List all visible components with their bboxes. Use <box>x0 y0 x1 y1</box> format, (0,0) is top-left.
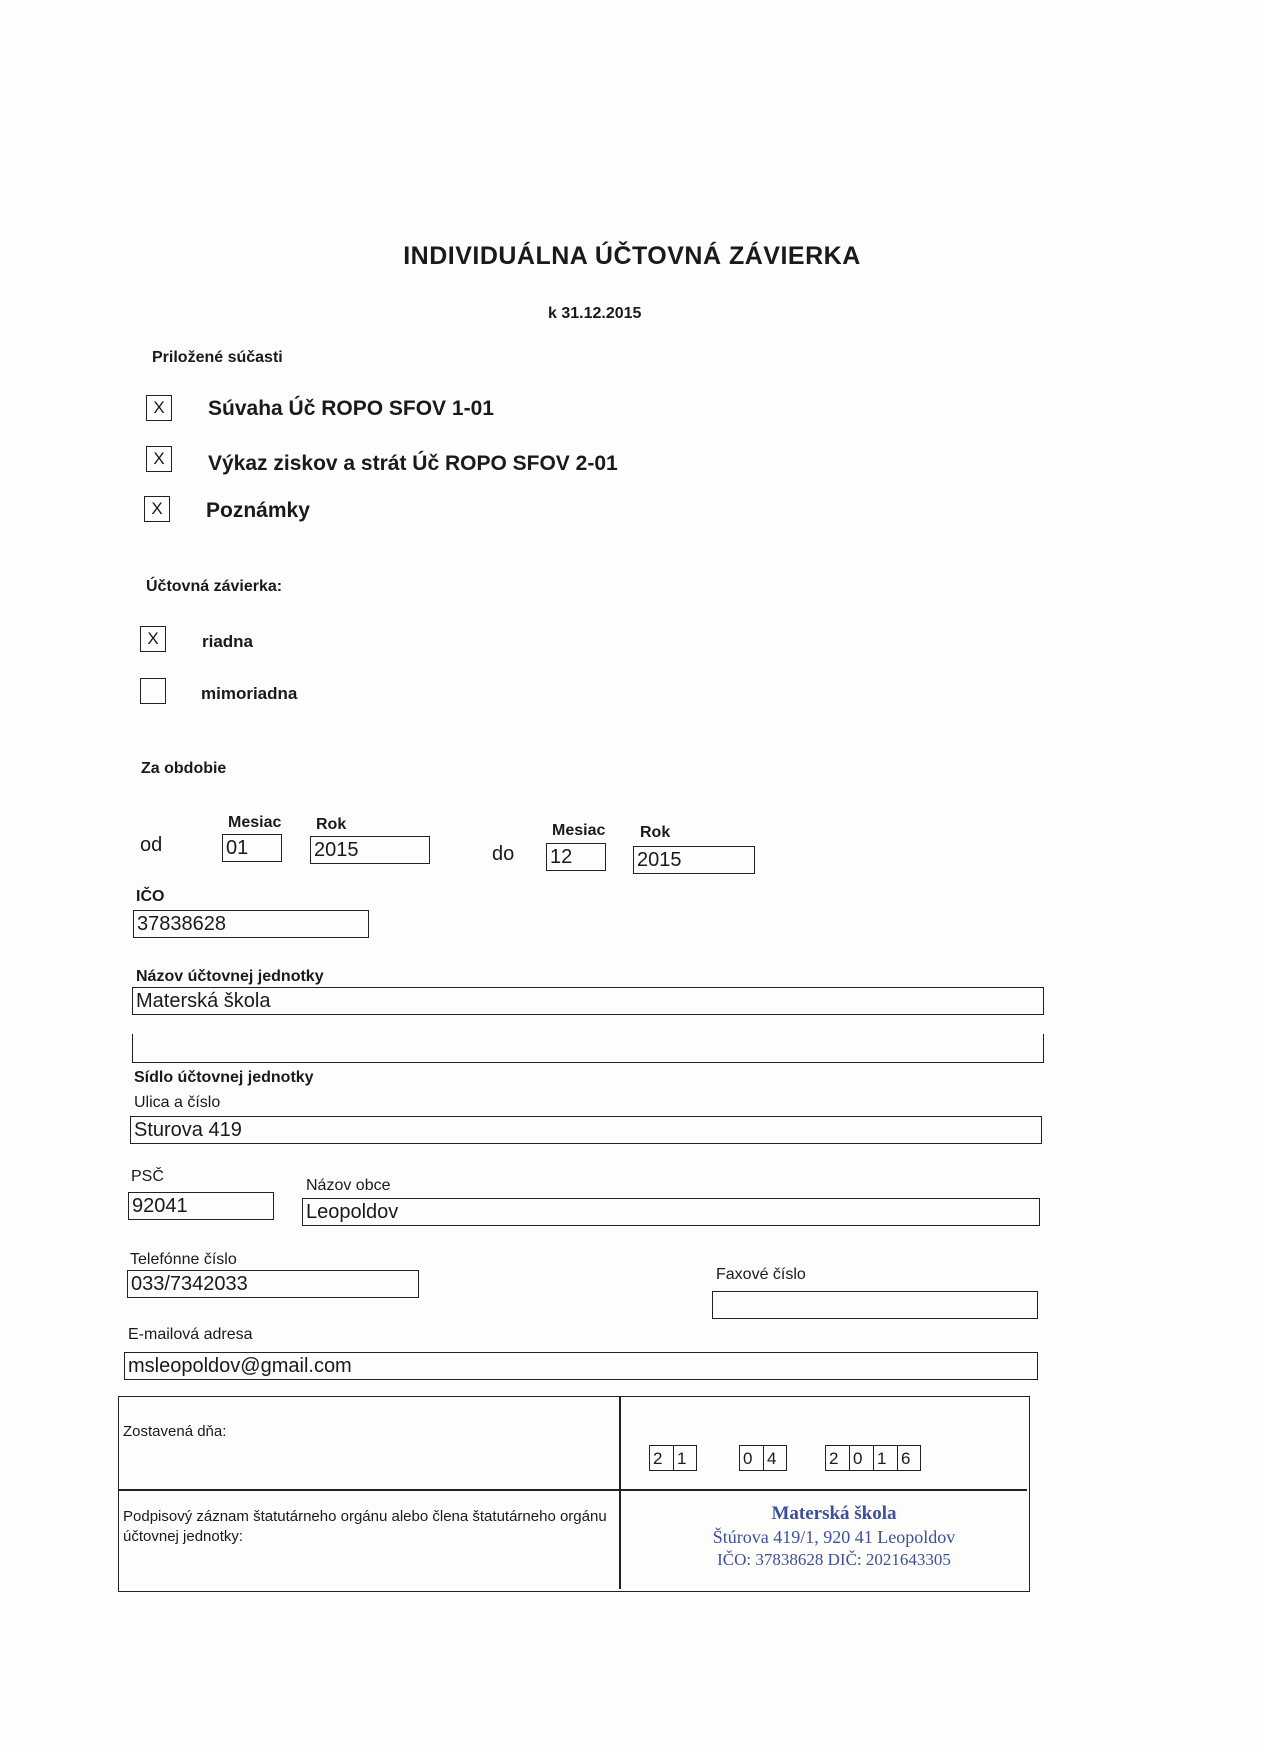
from-month-label: Mesiac <box>228 814 282 831</box>
month-digit: 0 <box>739 1445 763 1471</box>
stamp-line-name: Materská škola <box>771 1503 897 1524</box>
fax-field[interactable] <box>712 1291 1038 1319</box>
table-horizontal-divider <box>119 1489 1027 1491</box>
closing-checkbox-regular[interactable]: X <box>140 626 166 652</box>
to-year-label: Rok <box>640 824 671 841</box>
organization-stamp <box>649 1503 1019 1570</box>
fax-label: Faxové číslo <box>716 1266 806 1283</box>
closing-label-extraordinary: mimoriadna <box>201 684 298 703</box>
compiled-day-field[interactable] <box>649 1445 697 1471</box>
signature-table <box>118 1396 1030 1592</box>
to-year-field[interactable]: 2015 <box>633 846 755 874</box>
ico-label: IČO <box>136 888 165 905</box>
name-field-line1[interactable]: Materská škola <box>132 987 1044 1015</box>
closing-heading: Účtovná závierka: <box>146 578 283 595</box>
document-title: INDIVIDUÁLNA ÚČTOVNÁ ZÁVIERKA <box>403 242 861 270</box>
year-digit: 0 <box>849 1445 873 1471</box>
compiled-month-field[interactable] <box>739 1445 787 1471</box>
from-year-label: Rok <box>316 816 347 833</box>
year-digit: 6 <box>897 1445 921 1471</box>
day-digit: 2 <box>649 1445 673 1471</box>
street-field[interactable]: Sturova 419 <box>130 1116 1042 1144</box>
attachment-label-notes: Poznámky <box>206 499 310 522</box>
day-digit: 1 <box>673 1445 697 1471</box>
attachment-label-balance: Súvaha Úč ROPO SFOV 1-01 <box>208 397 494 420</box>
stamp-line-ids: IČO: 37838628 DIČ: 2021643305 <box>717 1550 951 1569</box>
compiled-year-field[interactable] <box>825 1445 921 1471</box>
phone-label: Telefónne číslo <box>130 1251 237 1268</box>
attachment-checkbox-income[interactable]: X <box>146 446 172 472</box>
closing-date: k 31.12.2015 <box>548 305 642 322</box>
to-month-label: Mesiac <box>552 822 606 839</box>
from-month-field[interactable]: 01 <box>222 834 282 862</box>
attachment-label-income: Výkaz ziskov a strát Úč ROPO SFOV 2-01 <box>208 452 618 475</box>
compiled-label: Zostavená dňa: <box>123 1423 227 1440</box>
attachment-checkbox-notes[interactable]: X <box>144 496 170 522</box>
period-heading: Za obdobie <box>141 760 227 777</box>
city-label: Názov obce <box>306 1177 391 1194</box>
address-heading: Sídlo účtovnej jednotky <box>134 1069 314 1086</box>
attachment-checkbox-balance[interactable]: X <box>146 395 172 421</box>
phone-field[interactable]: 033/7342033 <box>127 1270 419 1298</box>
from-year-field[interactable]: 2015 <box>310 836 430 864</box>
attachments-heading: Priložené súčasti <box>152 349 283 366</box>
year-digit: 1 <box>873 1445 897 1471</box>
email-label: E-mailová adresa <box>128 1326 253 1343</box>
psc-label: PSČ <box>131 1168 164 1185</box>
stamp-line-address: Štúrova 419/1, 920 41 Leopoldov <box>712 1527 956 1547</box>
to-month-field[interactable]: 12 <box>546 843 606 871</box>
name-field-line2[interactable] <box>132 1034 1044 1063</box>
psc-field[interactable]: 92041 <box>128 1192 274 1220</box>
city-field[interactable]: Leopoldov <box>302 1198 1040 1226</box>
signature-label: Podpisový záznam štatutárneho orgánu alebo člena štatutárneho orgánu účtovnej jednotky: <box>123 1508 607 1545</box>
closing-label-regular: riadna <box>202 632 254 651</box>
closing-checkbox-extraordinary[interactable] <box>140 678 166 704</box>
street-label: Ulica a číslo <box>134 1094 221 1111</box>
to-label: do <box>492 843 515 865</box>
ico-field[interactable]: 37838628 <box>133 910 369 938</box>
year-digit: 2 <box>825 1445 849 1471</box>
email-field[interactable]: msleopoldov@gmail.com <box>124 1352 1038 1380</box>
month-digit: 4 <box>763 1445 787 1471</box>
from-label: od <box>140 834 163 856</box>
name-label: Názov účtovnej jednotky <box>136 968 324 985</box>
table-vertical-divider <box>619 1397 621 1589</box>
